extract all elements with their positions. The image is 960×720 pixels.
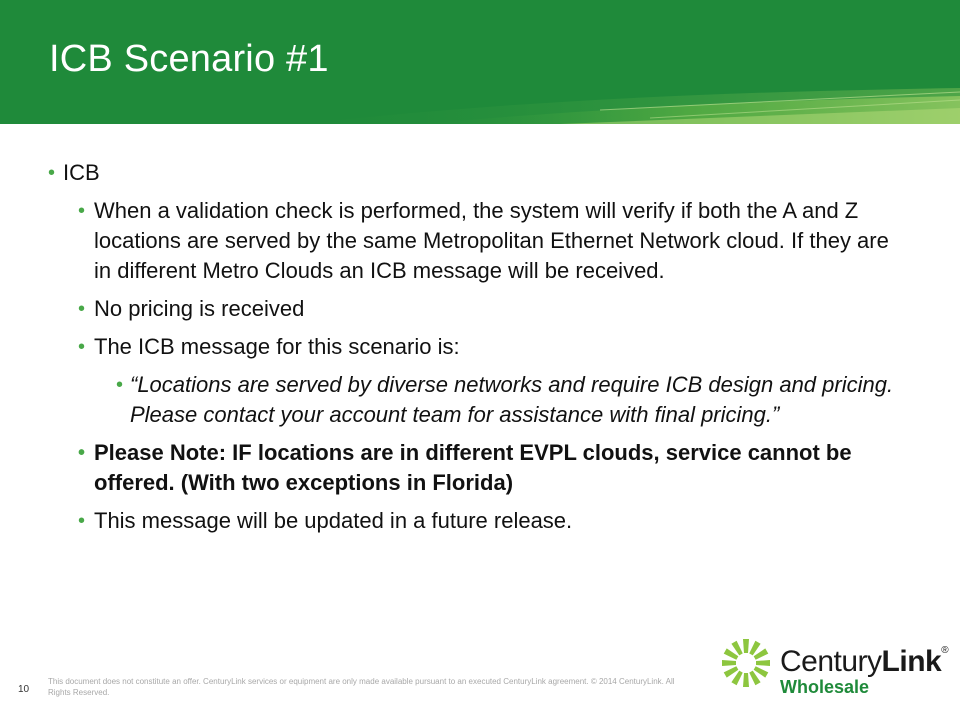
bullet-validation-check: • When a validation check is performed, the system will verify if both the A and Z locations are served by the same Metropolitan Ethernet Network cloud. If they are in different Metro Clouds an ICB message will be received.: [78, 196, 896, 286]
slide-title: ICB Scenario #1: [49, 38, 329, 80]
logo-registered-mark: ®: [941, 645, 949, 656]
bullet-icb-message-intro: • The ICB message for this scenario is:: [78, 332, 896, 362]
footer-disclaimer: This document does not constitute an offer. CenturyLink services or equipment are only made available pursuant to an executed CenturyLink agreement. © 2014 CenturyLink. All Rights Reserved.: [48, 677, 675, 697]
bullet-icb-message-quote: • “Locations are served by diverse networks and require ICB design and pricing. Please contact your account team for assistance with final pricing.”: [116, 370, 896, 430]
bullet-list: [46, 158, 896, 536]
centurylink-wholesale-logo: [706, 617, 950, 710]
centurylink-burst-icon: [720, 637, 772, 689]
bullet-future-release: • This message will be updated in a future release.: [78, 506, 896, 536]
logo-name-bold: Link: [881, 645, 942, 678]
logo-name-regular: Century: [780, 645, 882, 678]
logo-wordmark: [780, 645, 948, 679]
title-banner: [0, 0, 960, 124]
bullet-please-note: • Please Note: IF locations are in different EVPL clouds, service cannot be offered. (With two exceptions in Florida): [78, 438, 896, 498]
logo-subtitle: Wholesale: [780, 677, 870, 697]
bullet-no-pricing: • No pricing is received: [78, 294, 896, 324]
bullet-icb: • ICB: [46, 158, 896, 188]
page-number: 10: [18, 684, 30, 695]
